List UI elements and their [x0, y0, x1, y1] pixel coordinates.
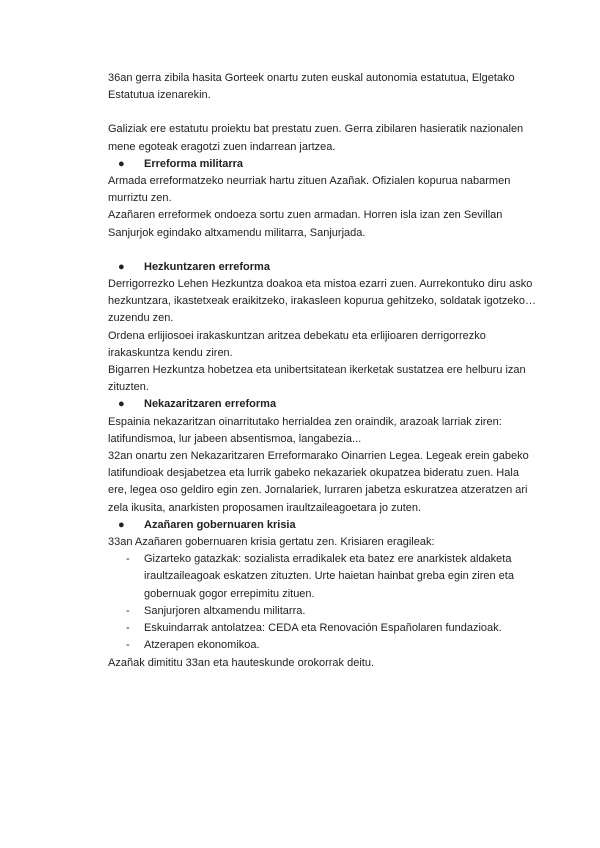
list-item-text: Sanjurjoren altxamendu militarra. — [144, 604, 306, 617]
bullet-icon: ● — [118, 157, 125, 170]
intro-paragraph-2: Galiziak ere estatutu proiektu bat prestatu zuen. Gerra zibilaren hasieratik nazionalen mene egoteak eragotzi zuen indarrean jartzea. — [108, 123, 524, 153]
document-page — [108, 70, 536, 672]
list-item — [108, 620, 536, 637]
list-item — [108, 603, 536, 620]
list-item — [108, 637, 536, 654]
heading-text: Hezkuntzaren erreforma — [144, 260, 270, 273]
bullet-icon: ● — [118, 518, 125, 531]
section-heading-crisis — [108, 517, 536, 534]
heading-text: Erreforma militarra — [144, 157, 244, 170]
crisis-closing: Azañak dimititu 33an eta hauteskunde orokorrak deitu. — [108, 656, 374, 669]
spacer — [108, 242, 536, 259]
crisis-intro: 33an Azañaren gobernuaren krisia gertatu zen. Krisiaren eragileak: — [108, 536, 435, 549]
heading-text: Nekazaritzaren erreforma — [144, 398, 277, 411]
dash-icon: - — [126, 553, 130, 566]
list-item-text: Atzerapen ekonomikoa. — [144, 639, 260, 652]
crisis-causes-list — [108, 551, 536, 654]
list-item-text: Eskuindarrak antolatzea: CEDA eta Renovación Españolaren fundazioak. — [144, 622, 502, 635]
dash-icon: - — [126, 604, 130, 617]
list-item — [108, 551, 536, 603]
intro-paragraph-1: 36an gerra zibila hasita Gorteek onartu zuten euskal autonomia estatutua, Elgetako Estatutua izenarekin. — [108, 72, 515, 102]
agrarian-paragraph-1: Espainia nekazaritzan oinarritutako herrialdea zen oraindik, arazoak larriak ziren: latifundismoa, lur jabeen absentismoa, langabezia... — [108, 415, 502, 445]
education-paragraph-1: Derrigorrezko Lehen Hezkuntza doakoa eta mistoa ezarri zuen. Aurrekontuko diru asko hezkuntzara, ikastetxeak eraikitzeko, irakasleen kopurua gehitzeko, soldatak igotzeko… zuzendu zen. — [108, 278, 537, 325]
section-heading-military — [108, 156, 536, 173]
agrarian-paragraph-2: 32an onartu zen Nekazaritzaren Erreformarako Oinarrien Legea. Legeak erein gabeko latifundioak desjabetzea eta lurrik gabeko nekazariek okupatzea bideratu zuen. Hala ere, legea oso geldiro egin zen. Jornalariek, lurraren jabetza eskuratzea atzeratzen ari zela ikusita, anarkisten proposamen iraultzaileagoetara jo zuten. — [108, 450, 529, 514]
heading-text: Azañaren gobernuaren krisia — [144, 518, 296, 531]
list-item-text: Gizarteko gatazkak: sozialista erradikalek eta batez ere anarkistek aldaketa iraultzaileagoak eskatzen zituzten. Urte haietan hainbat greba egin ziren eta gobernuak gogor errepimitu zituen. — [144, 553, 514, 600]
dash-icon: - — [126, 639, 130, 652]
bullet-icon: ● — [118, 398, 125, 411]
spacer — [108, 104, 536, 121]
education-paragraph-3: Bigarren Hezkuntza hobetzea eta unibertsitatean ikerketak sustatzea ere helburu izan zituzten. — [108, 364, 526, 394]
military-paragraph-2: Azañaren erreformek ondoeza sortu zuen armadan. Horren isla izan zen Sevillan Sanjurjok egindako altxamendu militarra, Sanjurjada. — [108, 209, 503, 239]
dash-icon: - — [126, 622, 130, 635]
bullet-icon: ● — [118, 260, 125, 273]
military-paragraph-1: Armada erreformatzeko neurriak hartu zituen Azañak. Ofizialen kopurua nabarmen murriztu zen. — [108, 175, 511, 205]
section-heading-education — [108, 259, 536, 276]
education-paragraph-2: Ordena erlijiosoei irakaskuntzan aritzea debekatu eta erlijioaren derrigorrezko irakaskuntza kendu ziren. — [108, 329, 486, 359]
section-heading-agrarian — [108, 396, 536, 413]
